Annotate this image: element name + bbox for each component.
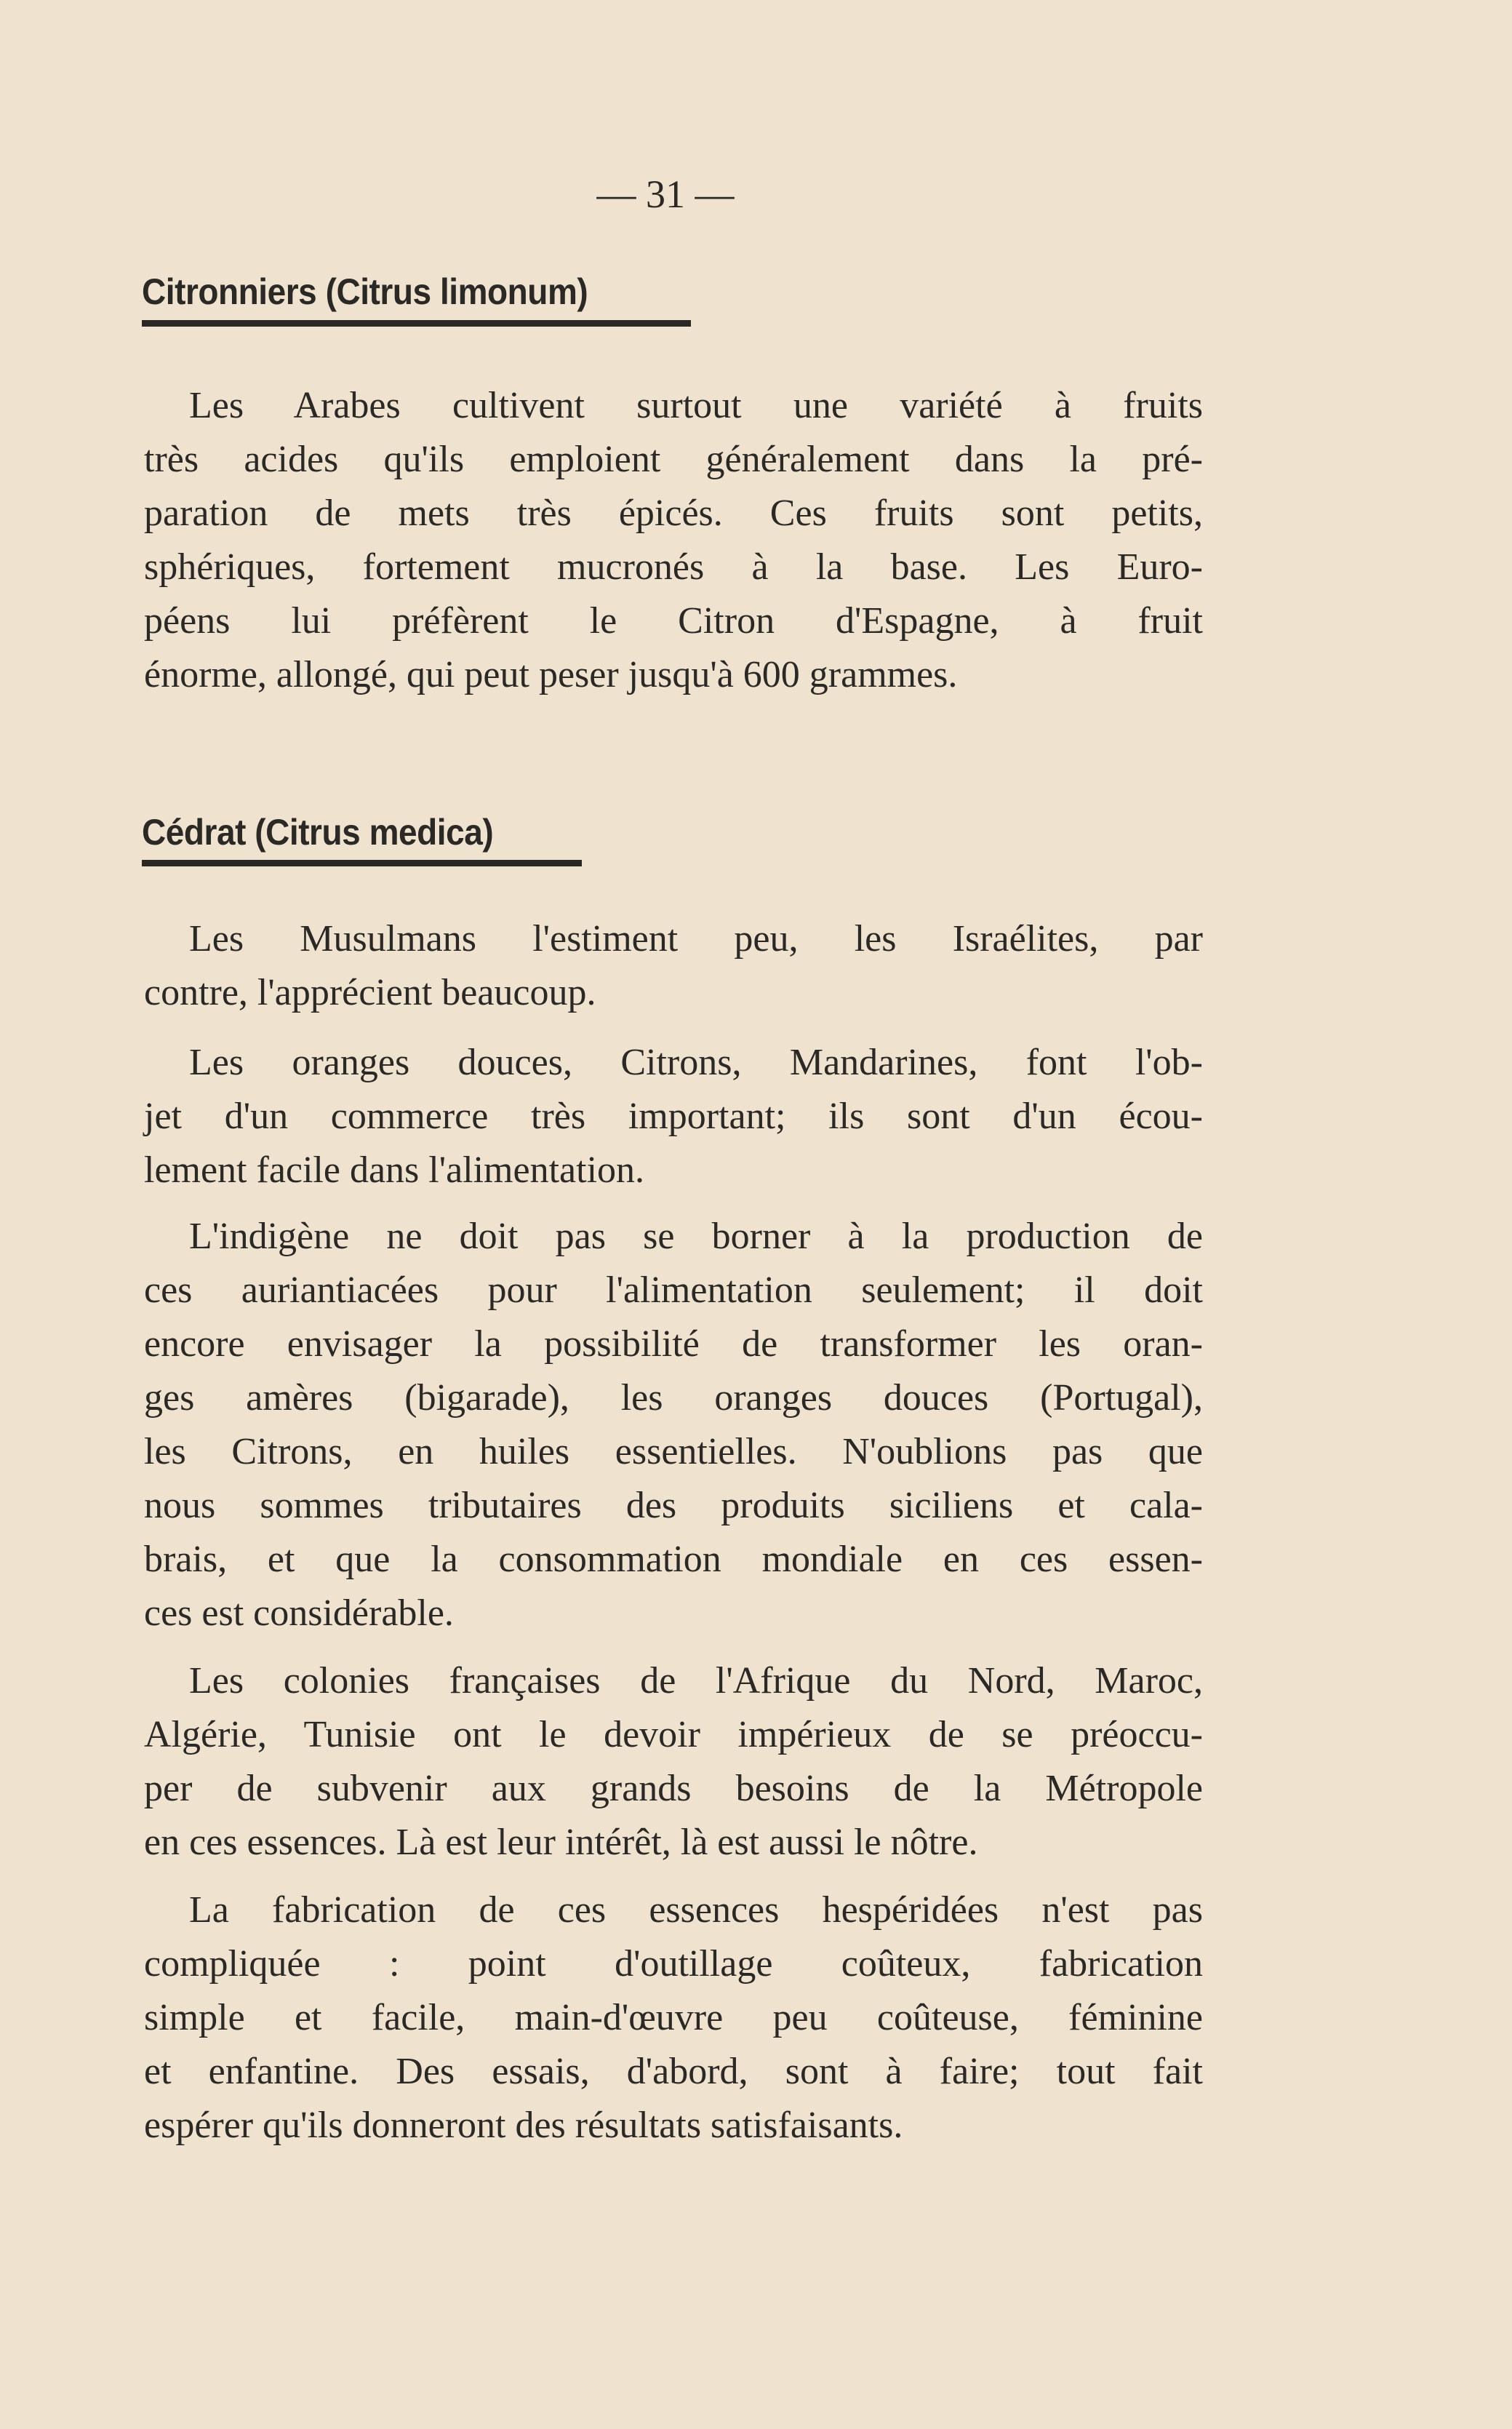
text-line: lement facile dans l'alimentation. [144,1149,645,1191]
text-line: en ces essences. Là est leur intérêt, là est aussi le nôtre. [144,1822,978,1863]
text-line: Les Arabes cultivent surtout une variété à fruits [189,385,1203,426]
text-line: Les colonies françaises de l'Afrique du Nord, Maroc, [189,1660,1203,1702]
text-line: jet d'un commerce très important; ils sont d'un écou- [144,1096,1203,1137]
text-line: péens lui préfèrent le Citron d'Espagne, à fruit [144,600,1203,642]
page-number: — 31 — [596,172,735,216]
paragraph [144,379,1203,702]
paragraph [144,1210,1203,1640]
text-line: paration de mets très épicés. Ces fruits sont petits, [144,492,1203,534]
paragraph [144,912,1203,1020]
text-line: brais, et que la consommation mondiale en ces essen- [144,1539,1203,1580]
text-line: énorme, allongé, qui peut peser jusqu'à 600 grammes. [144,654,958,695]
heading-underline [142,320,691,327]
text-line: Les oranges douces, Citrons, Mandarines, font l'ob- [189,1042,1203,1083]
section-heading-cedrat: Cédrat (Citrus medica) [142,812,494,853]
text-line: nous sommes tributaires des produits siciliens et cala- [144,1485,1203,1526]
text-line: Algérie, Tunisie ont le devoir impérieux de se préoccu- [144,1714,1203,1755]
text-line: très acides qu'ils emploient généralement dans la pré- [144,439,1203,480]
text-line: Les Musulmans l'estiment peu, les Israélites, par [189,918,1203,960]
heading-underline [142,860,582,866]
paragraph [144,1036,1203,1197]
text-line: ces est considérable. [144,1592,454,1634]
text-line: les Citrons, en huiles essentielles. N'oublions pas que [144,1431,1203,1472]
text-line: simple et facile, main-d'œuvre peu coûteuse, féminine [144,1997,1203,2038]
text-line: et enfantine. Des essais, d'abord, sont à faire; tout fait [144,2051,1203,2092]
text-line: ces auriantiacées pour l'alimentation seulement; il doit [144,1269,1203,1311]
text-line: contre, l'apprécient beaucoup. [144,972,596,1013]
text-line: La fabrication de ces essences hespéridées n'est pas [189,1889,1203,1931]
text-line: L'indigène ne doit pas se borner à la production de [189,1216,1203,1257]
text-line: sphériques, fortement mucronés à la base. Les Euro- [144,546,1203,588]
paragraph [144,1883,1203,2153]
text-line: compliquée : point d'outillage coûteux, fabrication [144,1943,1203,1985]
text-line: per de subvenir aux grands besoins de la Métropole [144,1768,1203,1809]
paragraph [144,1654,1203,1870]
section-heading-citronniers: Citronniers (Citrus limonum) [142,271,588,312]
text-line: encore envisager la possibilité de transformer les oran- [144,1323,1203,1365]
text-line: espérer qu'ils donneront des résultats satisfaisants. [144,2105,903,2146]
text-line: ges amères (bigarade), les oranges douces (Portugal), [144,1377,1203,1419]
